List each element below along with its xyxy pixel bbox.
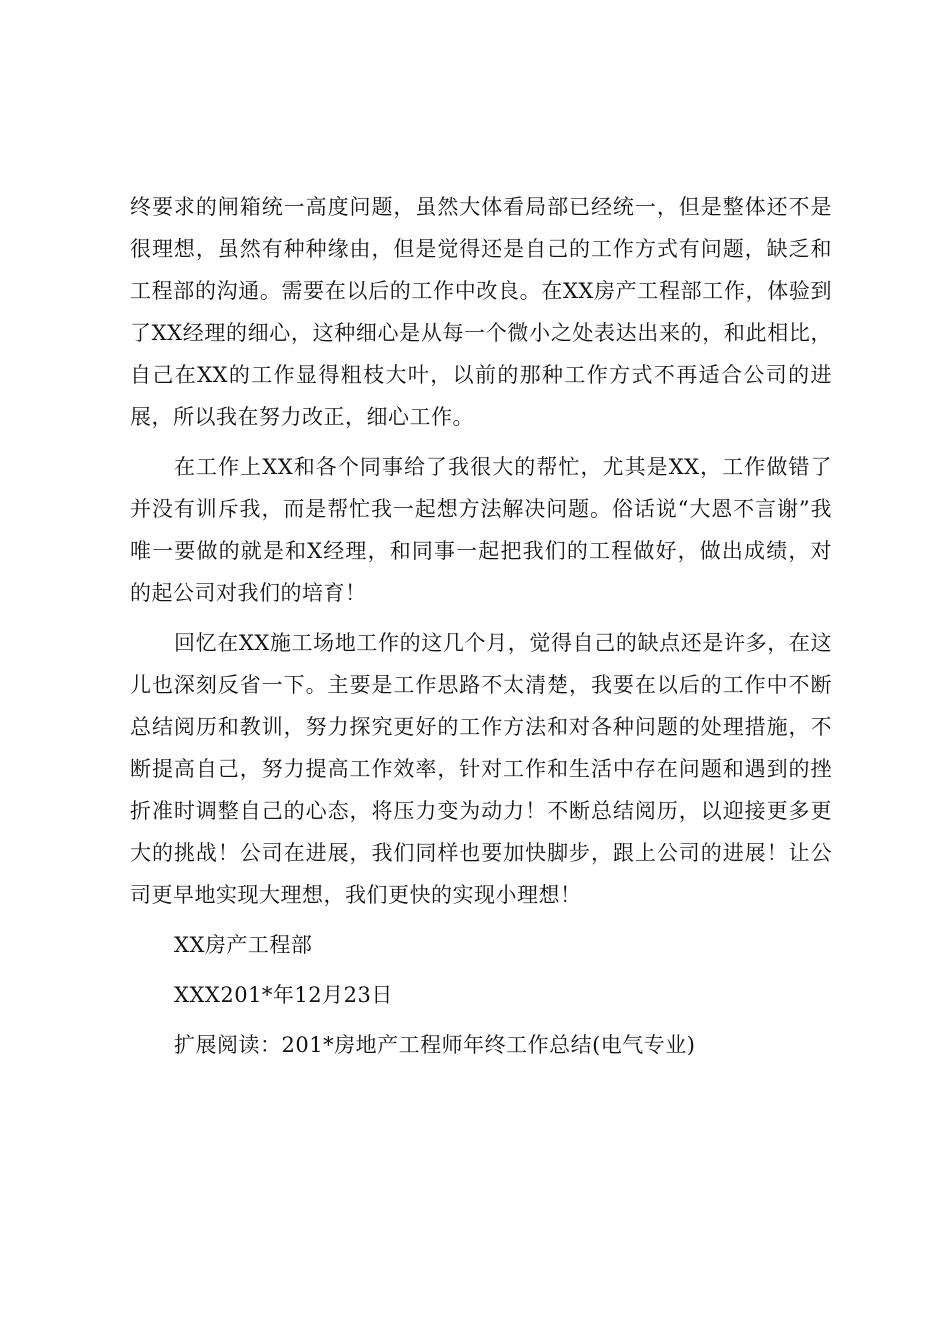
signature-department: XX房产工程部 [174, 933, 313, 957]
paragraph-spacer [130, 1016, 832, 1024]
paragraph-spacer [130, 438, 832, 446]
extended-reading-line: 扩展阅读：201*房地产工程师年终工作总结(电气专业) [174, 1033, 696, 1057]
paragraph-spacer [130, 614, 832, 622]
document-body [130, 186, 832, 1066]
paragraph-spacer [130, 916, 832, 924]
paragraph-spacer [130, 966, 832, 974]
paragraph-self-reflection: 回忆在XX施工场地工作的这几个月，觉得自己的缺点还是许多，在这儿也深刻反省一下。主要是工作思路不太清楚，我要在以后的工作中不断总结阅历和教训，努力探究更好的工作方法和对各种问题的处理措施，不断提高自己，努力提高工作效率，针对工作和生活中存在问题和遇到的挫折准时调整自己的心态，将压力变为动力！不断总结阅历，以迎接更多更大的挑战！公司在进展，我们同样也要加快脚步，跟上公司的进展！让公司更早地实现大理想，我们更快的实现小理想！ [130, 631, 832, 907]
signature-date: XXX201*年12月23日 [174, 983, 393, 1007]
paragraph-continuation: 终要求的闸箱统一高度问题，虽然大体看局部已经统一，但是整体还不是很理想，虽然有种种缘由，但是觉得还是自己的工作方式有问题，缺乏和工程部的沟通。需要在以后的工作中改良。在XX房产工程部工作，体验到了XX经理的细心，这种细心是从每一个微小之处表达出来的，和此相比，自己在XX的工作显得粗枝大叶，以前的那种工作方式不再适合公司的进展，所以我在努力改正，细心工作。 [130, 195, 832, 429]
paragraph-help-from-colleagues: 在工作上XX和各个同事给了我很大的帮忙，尤其是XX，工作做错了并没有训斥我，而是帮忙我一起想方法解决问题。俗话说“大恩不言谢”我唯一要做的就是和X经理，和同事一起把我们的工程做好，做出成绩，对的起公司对我们的培育！ [130, 455, 832, 605]
